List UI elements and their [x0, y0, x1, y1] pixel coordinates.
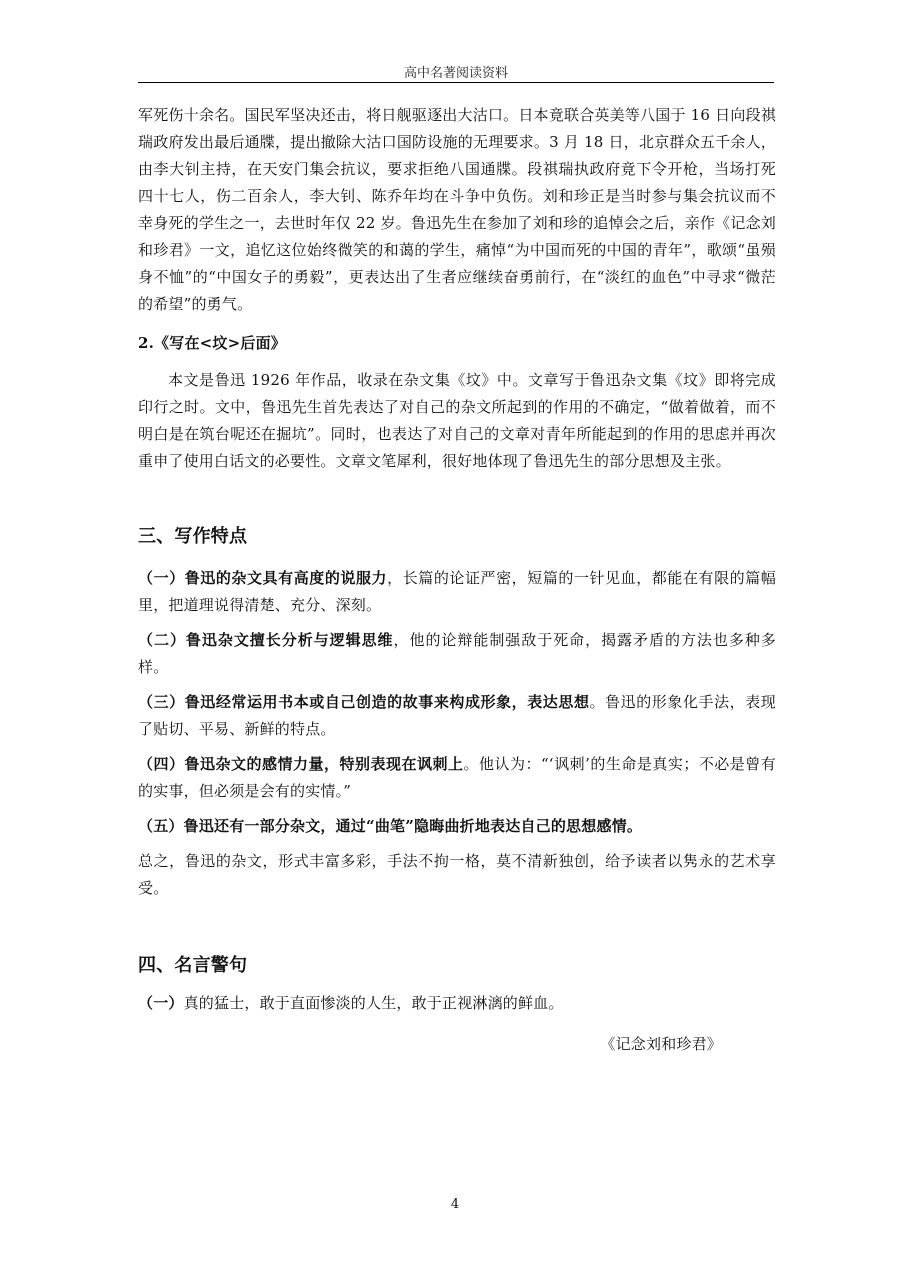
feature-item-1-heading: （一）鲁迅的杂文具有高度的说服力: [138, 569, 388, 587]
feature-item-3-heading: （三）鲁迅经常运用书本或自己创造的故事来构成形象，表达思想: [138, 693, 590, 711]
quote-label: （一）: [138, 994, 184, 1012]
feature-item-1-text: ，长篇的论证严密，短篇的一针见血，都能在有限的篇幅里，把道理说得清楚、充分、深刻。: [138, 569, 776, 614]
feature-item-1: [138, 565, 776, 619]
quote-line: [138, 990, 776, 1017]
header-divider: [138, 82, 774, 83]
quote-source: 《记念刘和珍君》: [600, 1035, 722, 1053]
feature-item-5: [138, 813, 776, 840]
section-3-summary: 总之，鲁迅的杂文，形式丰富多彩，手法不拘一格，莫不清新独创，给予读者以隽永的艺术享受。: [138, 852, 776, 897]
intro-paragraph: 军死伤十余名。国民军坚决还击，将日舰驱逐出大沽口。日本竟联合英美等八国于 16 日向段祺瑞政府发出最后通牒，提出撤除大沽口国防设施的无理要求。3 月 18 日，北京群众五千余人，由李大钊主持，在天安门集会抗议，要求拒绝八国通牒。段祺瑞执政府竟下令开枪，当场打死四十七人，伤二百余人，李大钊、陈乔年均在斗争中负伤。刘和珍正是当时参与集会抗议而不幸身死的学生之一，去世时年仅 22 岁。鲁迅先生在参加了刘和珍的追悼会之后，亲作《记念刘和珍君》一文，追忆这位始终微笑的和蔼的学生，痛悼“为中国而死的中国的青年”，歌颂“虽殒身不恤”的“中国女子的勇毅”，更表达出了生者应继续奋勇前行，在“淡红的血色”中寻求“微茫的希望”的勇气。: [138, 106, 776, 313]
feature-item-4: [138, 751, 776, 805]
document-body: [138, 102, 776, 1058]
feature-item-2: [138, 627, 776, 681]
feature-item-2-text: ，他的论辩能制强敌于死命，揭露矛盾的方法也多种多样。: [138, 631, 777, 676]
feature-item-4-heading: （四）鲁迅杂文的感情力量，特别表现在讽刺上: [138, 755, 464, 773]
feature-item-2-heading: （二）鲁迅杂文擅长分析与逻辑思维: [138, 631, 394, 649]
feature-item-3-text: 。鲁迅的形象化手法，表现了贴切、平易、新鲜的特点。: [138, 693, 776, 738]
feature-item-5-heading: （五）鲁迅还有一部分杂文，通过“曲笔”隐晦曲折地表达自己的思想感情。: [138, 817, 643, 835]
section-4-title: 四、名言警句: [138, 955, 248, 976]
subsection-2-body: 本文是鲁迅 1926 年作品，收录在杂文集《坟》中。文章写于鲁迅杂文集《坟》即将完成印行之时。文中，鲁迅先生首先表达了对自己的杂文所起到的作用的不确定，“做着做着，而不明白是在筑台呢还在掘坑”。同时，也表达了对自己的文章对青年所能起到的作用的思虑并再次重申了使用白话文的必要性。文章文笔犀利，很好地体现了鲁迅先生的部分思想及主张。: [138, 371, 776, 470]
section-3-title: 三、写作特点: [138, 526, 248, 547]
page-number: 4: [450, 1197, 460, 1212]
quote-text: 真的猛士，敢于直面惨淡的人生，敢于正视淋漓的鲜血。: [183, 994, 564, 1012]
running-header: 高中名著阅读资料: [403, 66, 508, 81]
subsection-2-title: 2.《写在<坟>后面》: [138, 334, 286, 352]
feature-item-4-text: 。他认为：“‘讽刺’的生命是真实；不必是曾有的实事，但必须是会有的实情。”: [138, 755, 777, 800]
feature-item-3: [138, 689, 776, 743]
